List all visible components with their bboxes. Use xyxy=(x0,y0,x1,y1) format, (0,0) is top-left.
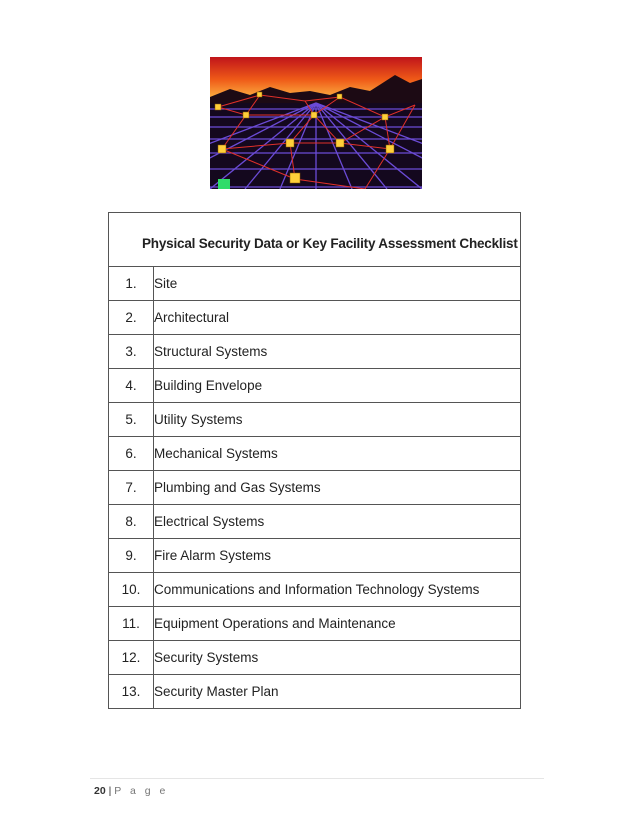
row-number: 4. xyxy=(109,369,154,403)
table-row xyxy=(109,607,521,641)
table-row xyxy=(109,335,521,369)
row-label: Building Envelope xyxy=(154,369,521,403)
page-word: P a g e xyxy=(114,785,169,797)
footer-separator: | xyxy=(108,785,112,797)
row-label: Plumbing and Gas Systems xyxy=(154,471,521,505)
row-number: 6. xyxy=(109,437,154,471)
network-grid-image xyxy=(210,57,422,189)
table-row xyxy=(109,573,521,607)
network-grid-illustration xyxy=(210,57,422,189)
table-row xyxy=(109,641,521,675)
table-row xyxy=(109,675,521,709)
footer-divider xyxy=(90,778,544,779)
table-row xyxy=(109,471,521,505)
row-number: 9. xyxy=(109,539,154,573)
row-label: Electrical Systems xyxy=(154,505,521,539)
row-label: Site xyxy=(154,267,521,301)
table-row xyxy=(109,539,521,573)
assessment-checklist-table xyxy=(108,212,521,709)
page-footer xyxy=(94,785,168,797)
row-label: Equipment Operations and Maintenance xyxy=(154,607,521,641)
row-number: 10. xyxy=(109,573,154,607)
checklist-header-row xyxy=(109,213,521,267)
row-label: Communications and Information Technology Systems xyxy=(154,573,521,607)
row-label: Utility Systems xyxy=(154,403,521,437)
row-label: Security Master Plan xyxy=(154,675,521,709)
row-number: 12. xyxy=(109,641,154,675)
table-row xyxy=(109,369,521,403)
row-number: 3. xyxy=(109,335,154,369)
row-number: 5. xyxy=(109,403,154,437)
table-row xyxy=(109,267,521,301)
row-number: 8. xyxy=(109,505,154,539)
row-number: 2. xyxy=(109,301,154,335)
row-number: 11. xyxy=(109,607,154,641)
row-label: Fire Alarm Systems xyxy=(154,539,521,573)
row-number: 13. xyxy=(109,675,154,709)
table-row xyxy=(109,301,521,335)
row-label: Security Systems xyxy=(154,641,521,675)
checklist-title: Physical Security Data or Key Facility Assessment Checklist xyxy=(109,213,521,267)
row-number: 1. xyxy=(109,267,154,301)
table-row xyxy=(109,437,521,471)
page-number: 20 xyxy=(94,785,106,797)
row-label: Mechanical Systems xyxy=(154,437,521,471)
table-row xyxy=(109,505,521,539)
row-number: 7. xyxy=(109,471,154,505)
row-label: Architectural xyxy=(154,301,521,335)
row-label: Structural Systems xyxy=(154,335,521,369)
table-row xyxy=(109,403,521,437)
